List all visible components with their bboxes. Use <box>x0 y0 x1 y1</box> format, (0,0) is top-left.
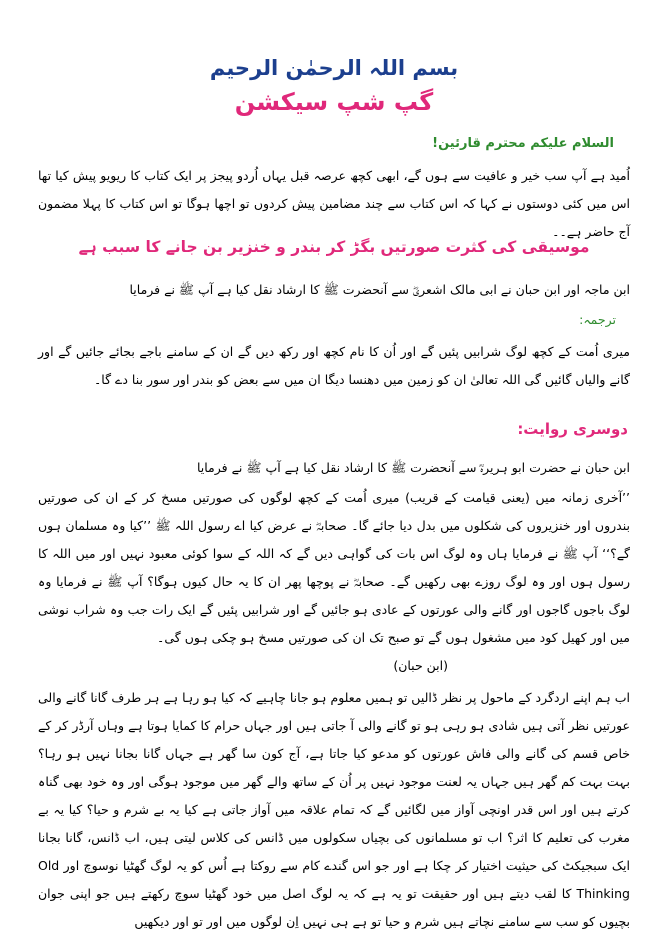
commentary-paragraph: اب ہم اپنے اردگرد کے ماحول پر نظر ڈالیں تو ہمیں معلوم ہو جانا چاہیے کہ کیا ہو رہا ہے ہر طرف گانا گانے والی عورتیں نظر آتی ہیں شادی ہو رہی ہو تو گانے والی آ جاتی ہیں اور جہاں حرام کا کمایا ہوتا ہے وہاں آرڈر کر کے خاص قسم کی گانے والی فاش عورتوں کو مدعو کیا جاتا ہے، آج کون سا گھر ہے جہاں گانا بجانا نہیں ہو رہا؟ بہت بہت کم گھر ہیں جہاں یہ لعنت موجود نہیں پر اُن کے ساتھ والے گھر میں موجود ہوگی اور وہ خود بھی گناہ کرتے ہیں اور اس قدر اونچی آواز میں لگائیں گے کہ تمام علاقہ میں آواز جاتی ہے کیا یہ بے شرم و حیا؟ کیا یہ بے مغرب کی تعلیم کا اثر؟ اب تو مسلمانوں کی بچیاں سکولوں میں ڈانس کی کلاس لیتی ہیں، اب ڈانس، گانا بجانا ایک سبجیکٹ کی حیثیت اختیار کر چکا ہے اور جو اس گندے کام سے روکتا ہے اُس کو یہ لوگ گھٹیا نوسوچ اور Old Thinking کا لقب دیتے ہیں اور حقیقت تو یہ ہے کہ یہ لوگ اصل میں خود گھٹیا سوچ رکھتے ہیں جو اپنی جوان بچیوں کو سب سے سامنے نچاتے ہیں شرم و حیا تو ہے ہی نہیں اِن لوگوں میں اور تو اور دیکھیں <box>38 690 630 929</box>
intro-paragraph: اُمید ہے آپ سب خیر و عافیت سے ہوں گے، ابھی کچھ عرصہ قبل یہاں اُردو پیجز پر ایک کتاب کا ریویو پیش کیا تھا اس میں کئی دوستوں نے کہا کہ اس کتاب سے چند مضامین پیش کردوں تو اچھا ہوگا تو اس کتاب کا پہلا مضمون آج حاضر ہے۔۔ <box>38 168 630 239</box>
bismillah-heading: بسم اللہ الرحمٰن الرحیم <box>209 56 459 80</box>
narration-1-text: میری اُمت کے کچھ لوگ شرابیں پئیں گے اور اُن کا نام کچھ اور رکھ دیں گے ان کے سامنے باجے بجائے جائیں گے اور گانے والیاں گائیں گی اللہ تعالیٰ ان کو زمین میں دھنسا دیگا ان میں سے بعض کو بندر اور سور بنا دے گا۔ <box>38 344 630 387</box>
salutation: السلام علیکم محترم قارئین! <box>432 136 614 151</box>
narration-2-source: (ابن حبان) <box>393 658 448 673</box>
second-narration-label: دوسری روایت: <box>517 420 628 438</box>
narration-2-intro: ابن حبان نے حضرت ابو ہریرہؓ سے آنحضرت ﷺ کا ارشاد نقل کیا ہے آپ ﷺ نے فرمایا <box>196 460 630 475</box>
narration-2-text: ’’آخری زمانہ میں (یعنی قیامت کے قریب) میری اُمت کے کچھ لوگوں کی صورتیں مسخ کر کے ان کی صورتیں بندروں اور خنزیروں کی شکلوں میں بدل دیا جائے گا۔ صحابہؓ نے عرض کیا اے رسول اللہ ﷺ ’’کیا وہ مسلمان ہوں گے؟‘‘ آپ ﷺ نے فرمایا ہاں وہ لوگ اس بات کی گواہی دیں گے کہ اللہ کے سوا کوئی معبود نہیں اور میں اللہ کا رسول ہوں اور وہ لوگ روزے بھی رکھیں گے۔ صحابہؓ نے پوچھا پھر ان کا یہ حال کیوں ہوگا؟ آپ ﷺ نے فرمایا وہ لوگ باجوں گاجوں اور گانے والی عورتوں کے عادی ہو جائیں گے اور شرابیں پئیں گے ایک رات جب وہ شراب نوشی میں اور کھیل کود میں مشغول ہوں گے تو صبح تک ان کی صورتیں مسخ ہو چکی ہوں گی۔ <box>38 490 630 645</box>
page-title: گپ شپ سیکشن <box>234 88 434 116</box>
translation-label: ترجمہ: <box>579 312 616 327</box>
article-heading: موسیقی کی کثرت صورتیں بگڑ کر بندر و خنزیر بن جانے کا سبب ہے <box>78 238 590 256</box>
narration-1-intro: ابن ماجہ اور ابن حبان نے ابی مالک اشعریؓ سے آنحضرت ﷺ کا ارشاد نقل کیا ہے آپ ﷺ نے فرمایا <box>129 282 630 297</box>
